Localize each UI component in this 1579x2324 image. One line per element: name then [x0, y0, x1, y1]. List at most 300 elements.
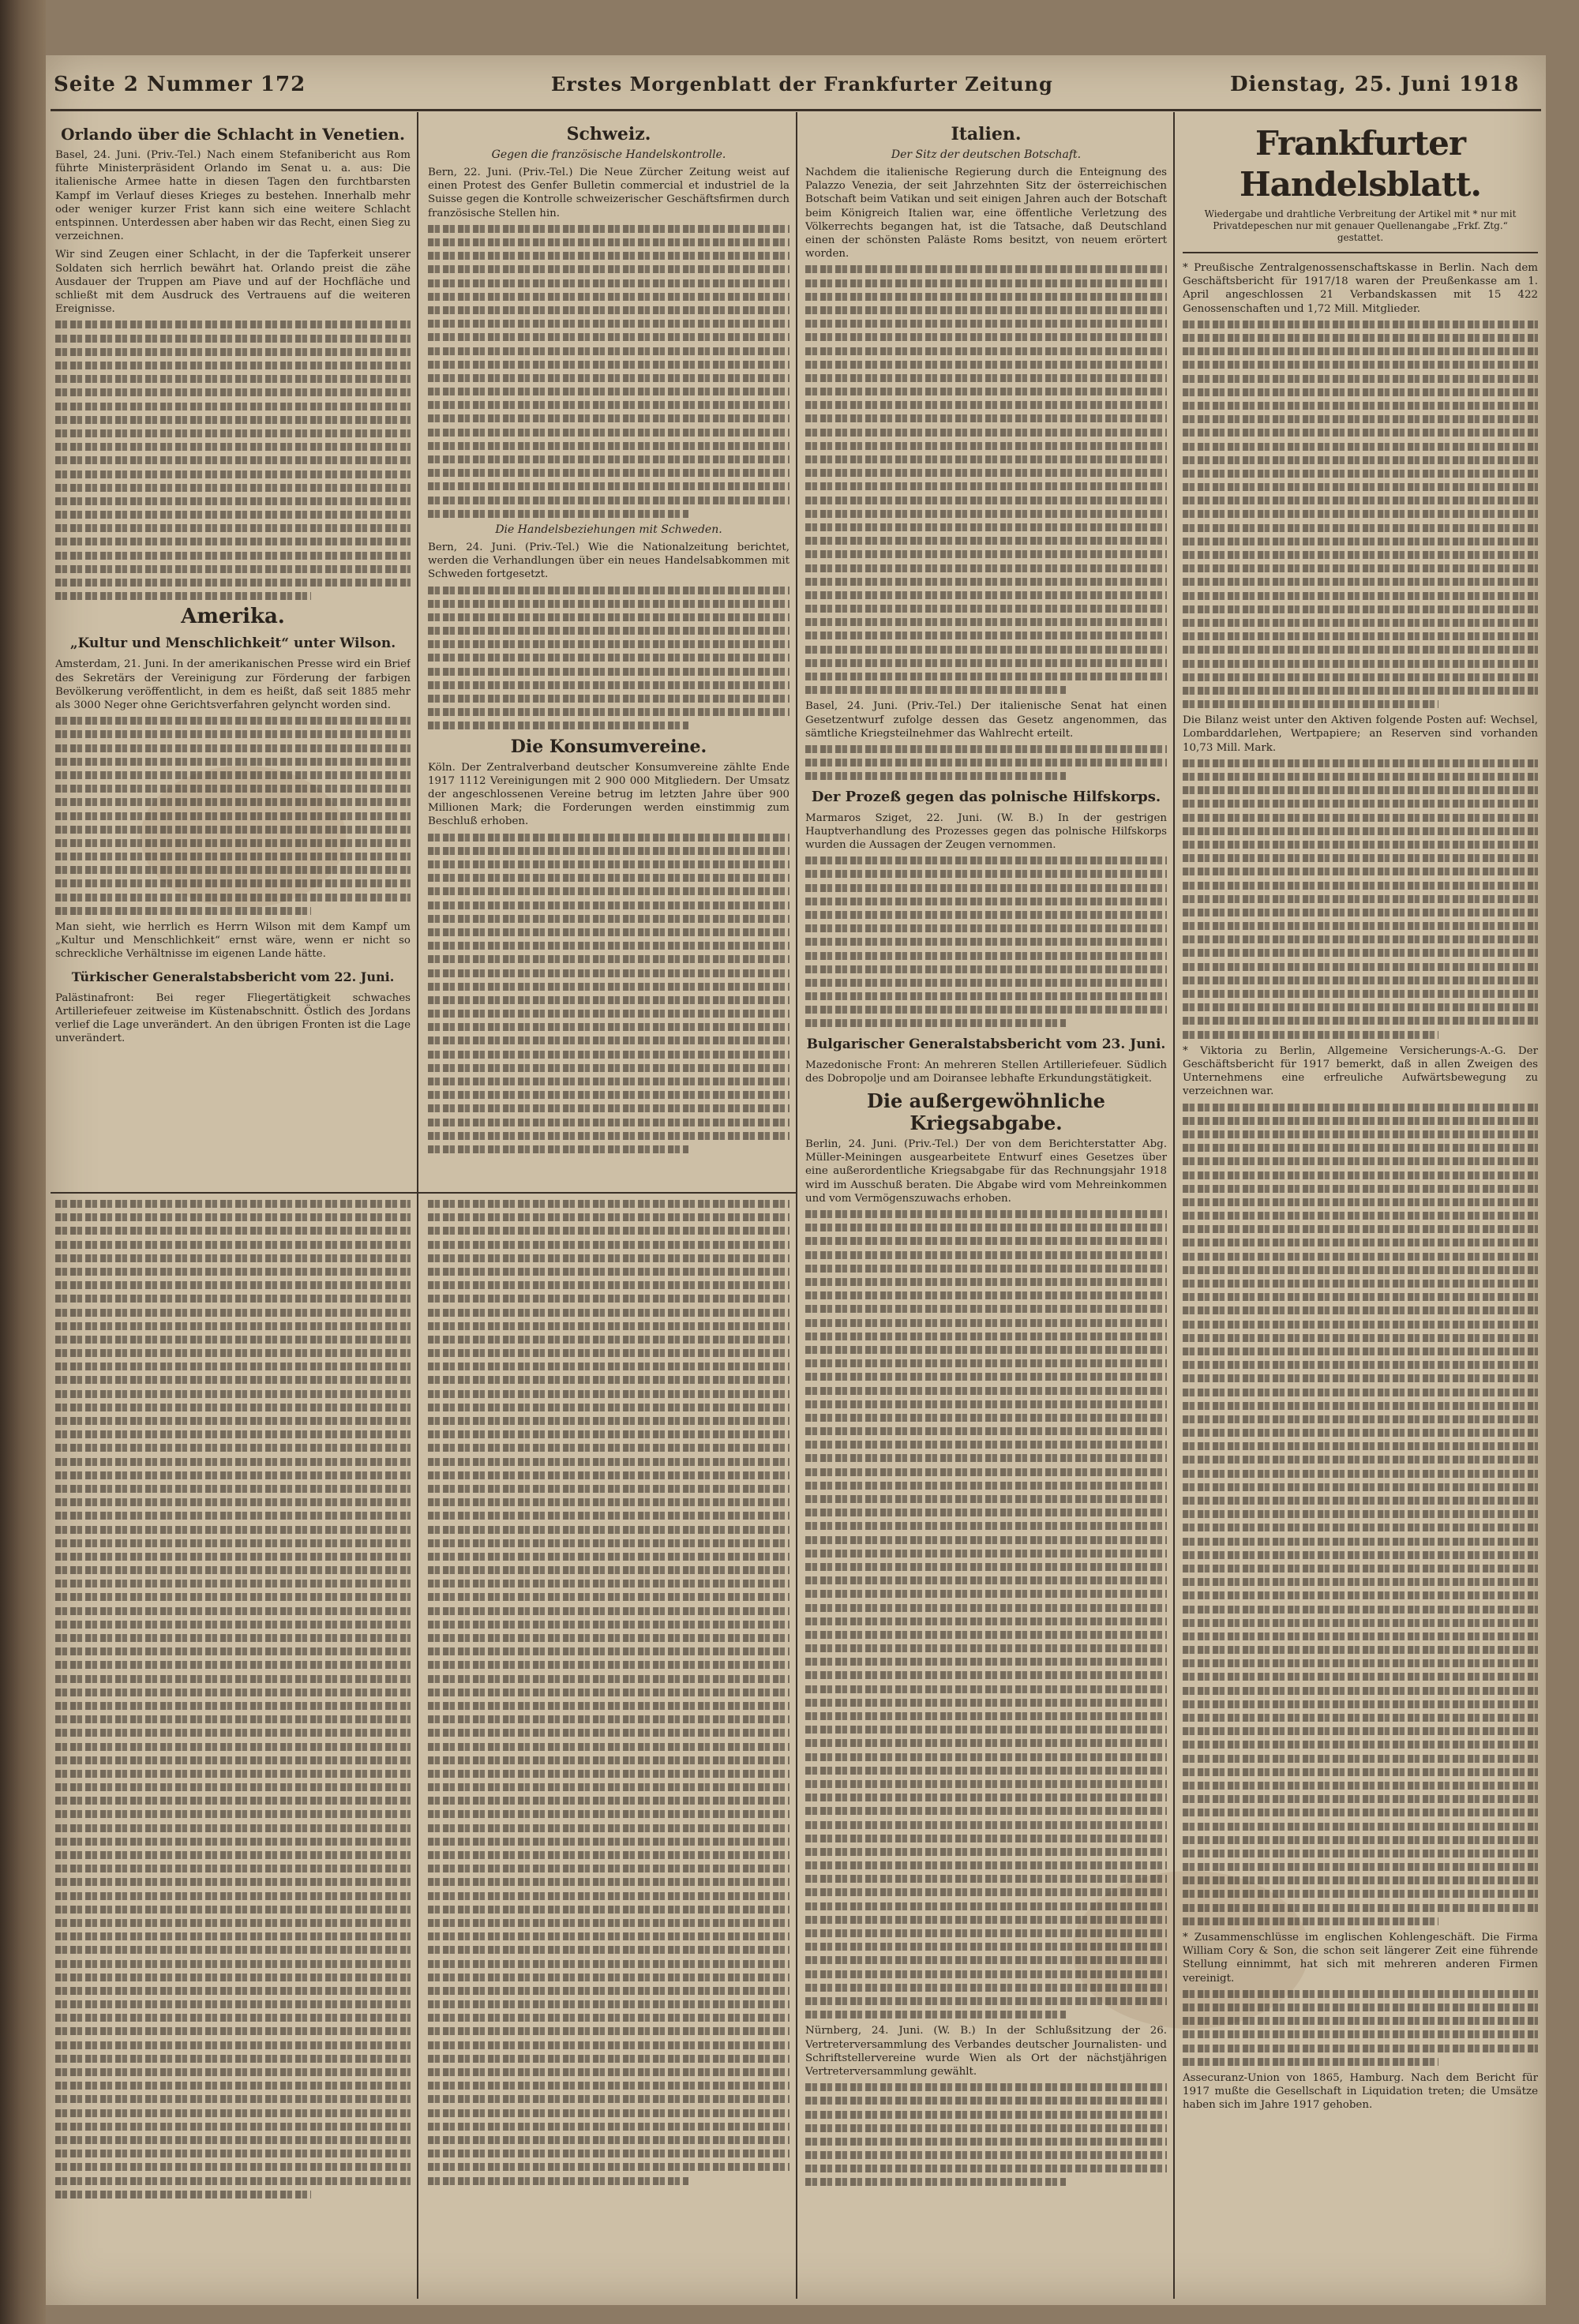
illegible-text-line [805, 884, 1167, 892]
illegible-text-line [55, 1987, 411, 1995]
illegible-text-line [428, 1363, 790, 1370]
feuilleton-column-1 [55, 1200, 411, 2297]
illegible-text-line [55, 335, 411, 343]
illegible-text-line [55, 1268, 411, 1276]
masthead-rule [51, 109, 1541, 111]
article-paragraph: * Viktoria zu Berlin, Allgemeine Versicherungs-A.-G. Der Geschäftsbericht für 1917 bemerkt, daß in allen Zweigen des Unternehmens eine erfreuliche Aufwärtsbewegung zu verzeichnen war. [1183, 1044, 1538, 1098]
illegible-text-line [805, 1956, 1167, 1964]
illegible-text-line [1183, 841, 1538, 849]
illegible-text-line [428, 1132, 790, 1140]
illegible-text-line [428, 1702, 790, 1710]
illegible-text-line [1183, 429, 1538, 437]
article-paragraph: Assecuranz-Union von 1865, Hamburg. Nach dem Bericht für 1917 mußte die Gesellschaft in Liquidation treten; die Umsätze haben sich im Jahre 1917 gehoben. [1183, 2071, 1538, 2112]
illegible-text-line [805, 952, 1167, 960]
illegible-text-line [55, 853, 411, 860]
illegible-text-line [805, 911, 1167, 919]
illegible-text-line [428, 1715, 790, 1723]
illegible-text-line [1183, 443, 1538, 451]
illegible-text-line [1183, 456, 1538, 464]
illegible-text-line [805, 1685, 1167, 1693]
illegible-text-line [428, 1634, 790, 1642]
section-divider [1183, 252, 1538, 253]
illegible-text-line [428, 347, 790, 355]
illegible-text-line [428, 1621, 790, 1629]
illegible-text-line [55, 1783, 411, 1791]
illegible-text-line [805, 772, 1066, 780]
illegible-text-line [428, 293, 790, 301]
illegible-text-line [1183, 1741, 1538, 1749]
illegible-text-line [805, 870, 1167, 878]
illegible-text-line [805, 1522, 1167, 1530]
reprint-note: Wiedergabe und drahtliche Verbreitung der Artikel mit * nur mit Privatdepeschen nur mit genauer Quellenangabe „Frkf. Ztg.“ gestattet. [1204, 208, 1517, 243]
article-paragraph: Mazedonische Front: An mehreren Stellen Artilleriefeuer. Südlich des Dobropolje und am Doiransee lebhafte Erkundungstätigkeit. [805, 1059, 1167, 1085]
illegible-text-line [805, 279, 1167, 287]
illegible-text-line [1183, 2017, 1538, 2025]
illegible-text-line [1183, 759, 1538, 767]
illegible-text-line [428, 1485, 790, 1493]
illegible-text-line [55, 403, 411, 410]
illegible-text-line [805, 361, 1167, 369]
illegible-text-line [428, 2163, 790, 2171]
illegible-text-line [428, 1539, 790, 1547]
illegible-text-line [1183, 402, 1538, 410]
illegible-text-line [1183, 700, 1438, 708]
illegible-text-line [805, 1305, 1167, 1313]
illegible-text-line [805, 2011, 1066, 2019]
illegible-text-line [1183, 1795, 1538, 1803]
illegible-text-line [428, 2177, 688, 2185]
illegible-text-line [55, 1485, 411, 1493]
illegible-text-line [55, 484, 411, 492]
illegible-text-line [1183, 1402, 1538, 1410]
column-rule [796, 112, 797, 2299]
illegible-text-line [1183, 1990, 1538, 1998]
illegible-text-line [428, 2150, 790, 2157]
illegible-text-line [805, 2165, 1167, 2172]
illegible-text-line [55, 1254, 411, 1262]
illegible-text-line [1183, 1253, 1538, 1261]
feuilleton-column-2 [428, 1200, 790, 2297]
illegible-text-line [55, 1974, 411, 1981]
illegible-text-line [55, 362, 411, 369]
illegible-text-line [805, 293, 1167, 301]
illegible-text-line [805, 429, 1167, 437]
column-politics-1 [55, 118, 411, 1188]
illegible-text-line [1183, 375, 1538, 383]
illegible-text-line [55, 1756, 411, 1764]
illegible-text-line [1183, 963, 1538, 971]
illegible-text-line [55, 2109, 411, 2117]
masthead-page-number: Seite 2 Nummer 172 [54, 73, 306, 96]
illegible-text-line [55, 552, 411, 560]
illegible-text-line [805, 1794, 1167, 1801]
article-paragraph: Die Bilanz weist unter den Aktiven folgende Posten auf: Wechsel, Lombarddarlehen, Wertpapiere; an Reserven sind vorhanden 10,73 Mill. Mark. [1183, 714, 1538, 754]
article-paragraph: Bern, 22. Juni. (Priv.-Tel.) Die Neue Zürcher Zeitung weist auf einen Protest des Genfer Bulletin commercial et industriel de la Suisse gegen die Kontrolle schweizerischer Geschäftsfirmen durch französische Stellen hin. [428, 167, 790, 219]
illegible-text-line [805, 1400, 1167, 1408]
illegible-text-line [1183, 1606, 1538, 1614]
illegible-text-line [805, 1644, 1167, 1652]
illegible-text-line [55, 1553, 411, 1561]
illegible-text-line [428, 1770, 790, 1778]
illegible-text-line [428, 1390, 790, 1398]
illegible-text-line [1183, 1293, 1538, 1301]
illegible-text-line [805, 1590, 1167, 1598]
illegible-text-line [428, 252, 790, 260]
illegible-text-line [428, 1987, 790, 1995]
illegible-text-line [428, 361, 790, 369]
illegible-text-line [428, 1878, 790, 1886]
illegible-text-line [1183, 868, 1538, 875]
illegible-text-line [428, 1647, 790, 1655]
illegible-text-line [428, 1566, 790, 1574]
illegible-text-line [428, 1471, 790, 1479]
illegible-text-line [55, 320, 411, 328]
illegible-text-line [428, 2055, 790, 2063]
illegible-text-line [55, 1390, 411, 1398]
illegible-text-line [805, 374, 1167, 382]
illegible-text-line [805, 1019, 1066, 1027]
illegible-text-line [55, 1824, 411, 1832]
illegible-text-line [428, 1797, 790, 1805]
illegible-text-line [55, 348, 411, 356]
illegible-text-line [1183, 1727, 1538, 1735]
illegible-text-line [55, 879, 411, 887]
illegible-text-line [1183, 2030, 1538, 2038]
illegible-text-line [55, 470, 411, 478]
illegible-text-line [1183, 1700, 1538, 1708]
illegible-text-line [1183, 854, 1538, 862]
masthead-newspaper-title: Erstes Morgenblatt der Frankfurter Zeitung [551, 73, 1053, 96]
illegible-text-line [55, 2000, 411, 2008]
illegible-text-line [805, 1373, 1167, 1381]
illegible-text-line [1183, 1510, 1538, 1518]
illegible-text-line [805, 1739, 1167, 1747]
illegible-text-line [55, 2095, 411, 2103]
illegible-text-line [428, 969, 790, 977]
illegible-text-line [805, 924, 1167, 932]
illegible-text-line [428, 654, 790, 662]
illegible-text-line [428, 1281, 790, 1289]
illegible-text-line [428, 1906, 790, 1914]
illegible-text-line [805, 686, 1066, 694]
illegible-text-line [55, 826, 411, 834]
illegible-text-line [428, 1892, 790, 1900]
illegible-text-line [1183, 1017, 1538, 1025]
illegible-text-line [428, 1404, 790, 1411]
illegible-text-line [1183, 1104, 1538, 1111]
illegible-text-line [1183, 551, 1538, 559]
article-subheading: Die Handelsbeziehungen mit Schweden. [495, 523, 722, 536]
illegible-text-line [1183, 2004, 1538, 2011]
illegible-text-line [55, 443, 411, 451]
illegible-text-line [428, 722, 688, 729]
illegible-text-line [55, 1349, 411, 1357]
illegible-text-line [428, 860, 790, 868]
illegible-text-line [428, 1119, 790, 1126]
illegible-text-line [1183, 1117, 1538, 1125]
illegible-text-line [805, 1346, 1167, 1354]
illegible-text-line [55, 839, 411, 847]
illegible-text-line [55, 2041, 411, 2049]
illegible-text-line [805, 938, 1167, 946]
illegible-text-line [428, 613, 790, 621]
illegible-text-line [55, 2191, 311, 2198]
illegible-text-line [428, 2109, 790, 2117]
illegible-text-line [55, 538, 411, 545]
illegible-text-line [805, 1997, 1167, 2005]
illegible-text-line [55, 456, 411, 464]
illegible-text-line [428, 2082, 790, 2090]
illegible-text-line [428, 1960, 790, 1968]
illegible-text-line [805, 745, 1167, 753]
illegible-text-line [805, 1861, 1167, 1869]
illegible-text-line [428, 681, 790, 689]
illegible-text-line [55, 1647, 411, 1655]
illegible-text-line [805, 1888, 1167, 1896]
article-paragraph: Basel, 24. Juni. (Priv.-Tel.) Der italienische Senat hat einen Gesetzentwurf zufolge dessen das Gesetz angenommen, das sämtliche Kriegsteilnehmer das Wahlrecht erteilt. [805, 700, 1167, 740]
illegible-text-line [1183, 1144, 1538, 1152]
article-paragraph: Bern, 24. Juni. (Priv.-Tel.) Wie die Nationalzeitung berichtet, werden die Verhandlungen über ein neues Handelsabkommen mit Schweden fortgesetzt. [428, 541, 790, 581]
illegible-text-line [805, 1468, 1167, 1476]
illegible-text-line [55, 1512, 411, 1520]
illegible-text-line [805, 618, 1167, 626]
illegible-text-line [55, 1621, 411, 1629]
illegible-text-line [428, 1675, 790, 1683]
illegible-text-line [55, 1241, 411, 1249]
illegible-text-line [428, 955, 790, 963]
illegible-text-line [805, 632, 1167, 639]
column-politics-3 [805, 118, 1167, 2297]
illegible-text-line [1183, 605, 1538, 613]
illegible-text-line [428, 1607, 790, 1615]
illegible-text-line [805, 482, 1167, 490]
article-heading: Italien. [951, 124, 1022, 144]
illegible-text-line [805, 523, 1167, 531]
illegible-text-line [428, 1349, 790, 1357]
illegible-text-line [1183, 1185, 1538, 1193]
illegible-text-line [55, 1539, 411, 1547]
illegible-text-line [55, 511, 411, 519]
section-title: Frankfurter Handelsblatt. [1239, 124, 1482, 204]
illegible-text-line [428, 942, 790, 950]
illegible-text-line [805, 1509, 1167, 1516]
illegible-text-line [1183, 1876, 1538, 1884]
illegible-text-line [1183, 1280, 1538, 1288]
illegible-text-line [805, 347, 1167, 355]
illegible-text-line [1183, 578, 1538, 586]
illegible-text-line [55, 2123, 411, 2131]
illegible-text-line [805, 1265, 1167, 1273]
illegible-text-line [1183, 646, 1538, 654]
illegible-text-line [1183, 1470, 1538, 1478]
illegible-text-line [1183, 1538, 1538, 1546]
illegible-text-line [55, 866, 411, 874]
illegible-text-line [428, 1078, 790, 1085]
illegible-text-line [805, 510, 1167, 518]
illegible-text-line [1183, 320, 1538, 328]
illegible-text-line [1183, 814, 1538, 822]
illegible-text-line [428, 374, 790, 382]
illegible-text-line [55, 717, 411, 725]
article-paragraph: * Zusammenschlüsse im englischen Kohlengeschäft. Die Firma William Cory & Son, die schon seit längerer Zeit eine führende Stellung einnimmt, hat sich mit mehreren anderen Firmen vereinigt. [1183, 1932, 1538, 1985]
illegible-text-line [1183, 1755, 1538, 1763]
illegible-text-line [55, 1892, 411, 1900]
illegible-text-line [1183, 483, 1538, 491]
illegible-text-line [805, 2083, 1167, 2091]
illegible-text-line [805, 1658, 1167, 1666]
illegible-text-line [805, 1726, 1167, 1734]
illegible-text-line [1183, 538, 1538, 545]
illegible-text-line [55, 771, 411, 779]
illegible-text-line [55, 1906, 411, 1914]
illegible-text-line [428, 238, 790, 246]
illegible-text-line [805, 1237, 1167, 1245]
illegible-text-line [428, 2068, 790, 2076]
illegible-text-line [428, 333, 790, 341]
article-subheading: Der Sitz der deutschen Botschaft. [891, 148, 1082, 161]
article-heading: Amerika. [181, 605, 285, 629]
illegible-text-line [1183, 1809, 1538, 1816]
illegible-text-line [805, 265, 1167, 273]
illegible-text-line [805, 1441, 1167, 1449]
illegible-text-line [55, 1865, 411, 1872]
illegible-text-line [55, 592, 311, 600]
illegible-text-line [428, 1743, 790, 1751]
illegible-text-line [55, 1363, 411, 1370]
illegible-text-line [55, 907, 311, 915]
illegible-text-line [428, 2136, 790, 2144]
illegible-text-line [55, 1281, 411, 1289]
illegible-text-line [55, 1878, 411, 1886]
illegible-text-line [55, 1227, 411, 1235]
illegible-text-line [805, 2124, 1167, 2132]
illegible-text-line [428, 1104, 790, 1112]
illegible-text-line [428, 320, 790, 328]
illegible-text-line [428, 1254, 790, 1262]
illegible-text-line [55, 1960, 411, 1968]
illegible-text-line [428, 1526, 790, 1534]
illegible-text-line [55, 1376, 411, 1384]
article-paragraph: Nürnberg, 24. Juni. (W. B.) In der Schlußsitzung der 26. Vertreterversammlung des Verbandes deutscher Journalisten- und Schriftstellervereine wurde Wien als Ort der nächstjährigen Vertreterversammlung gewählt. [805, 2025, 1167, 2078]
illegible-text-line [428, 265, 790, 273]
illegible-text-line [55, 1526, 411, 1534]
illegible-text-line [55, 1322, 411, 1330]
illegible-text-line [805, 1916, 1167, 1924]
illegible-text-line [805, 898, 1167, 905]
illegible-text-line [805, 1210, 1167, 1218]
illegible-text-line [428, 1498, 790, 1506]
illegible-text-line [55, 1336, 411, 1344]
illegible-text-line [1183, 1591, 1538, 1599]
illegible-text-line [805, 1333, 1167, 1340]
illegible-text-line [1183, 949, 1538, 957]
illegible-text-line [55, 565, 411, 573]
illegible-text-line [805, 759, 1167, 767]
illegible-text-line [1183, 1348, 1538, 1355]
illegible-text-line [428, 2014, 790, 2022]
illegible-text-line [428, 414, 790, 422]
illegible-text-line [805, 1767, 1167, 1775]
illegible-text-line [428, 1919, 790, 1927]
illegible-text-line [428, 2027, 790, 2035]
illegible-text-line [428, 928, 790, 936]
illegible-text-line [55, 812, 411, 820]
illegible-text-line [1183, 1890, 1538, 1898]
illegible-text-line [1183, 1456, 1538, 1464]
illegible-text-line [1183, 1687, 1538, 1695]
illegible-text-line [428, 847, 790, 855]
illegible-text-line [1183, 1031, 1438, 1039]
illegible-text-line [55, 1810, 411, 1818]
illegible-text-line [428, 1783, 790, 1791]
illegible-text-line [55, 1661, 411, 1669]
book-binding [0, 0, 46, 2324]
illegible-text-line [55, 2068, 411, 2076]
illegible-text-line [428, 1145, 688, 1153]
illegible-text-line [805, 1454, 1167, 1462]
illegible-text-line [805, 1550, 1167, 1557]
illegible-text-line [805, 1414, 1167, 1422]
illegible-text-line [805, 1712, 1167, 1720]
illegible-text-line [1183, 1659, 1538, 1667]
illegible-text-line [1183, 592, 1538, 600]
illegible-text-line [805, 2097, 1167, 2105]
illegible-text-line [805, 455, 1167, 463]
illegible-text-line [55, 2027, 411, 2035]
illegible-text-line [55, 1200, 411, 1208]
illegible-text-line [428, 1810, 790, 1818]
illegible-text-line [55, 1580, 411, 1587]
illegible-text-line [1183, 1442, 1538, 1450]
illegible-text-line [805, 414, 1167, 422]
article-paragraph: Berlin, 24. Juni. (Priv.-Tel.) Der von dem Berichterstatter Abg. Müller-Meiningen ausgearbeitete Entwurf eines Gesetzes über eine außerordentliche Kriegsabgabe für das Rechnungsjahr 1918 wird im Ausschuß beraten. Die Abgabe wird vom Mehreinkommen und vom Vermögenszuwachs erhoben. [805, 1138, 1167, 1205]
illegible-text-line [55, 1702, 411, 1710]
illegible-text-line [1183, 619, 1538, 627]
illegible-text-line [428, 1946, 790, 1954]
illegible-text-line [805, 388, 1167, 395]
illegible-text-line [428, 887, 790, 895]
illegible-text-line [428, 1974, 790, 1981]
illegible-text-line [428, 1729, 790, 1737]
illegible-text-line [428, 1213, 790, 1221]
illegible-text-line [55, 1743, 411, 1751]
illegible-text-line [1183, 564, 1538, 572]
illegible-text-line [805, 1875, 1167, 1883]
illegible-text-line [805, 1753, 1167, 1761]
illegible-text-line [55, 375, 411, 383]
illegible-text-line [1183, 1239, 1538, 1246]
illegible-text-line [428, 1200, 790, 1208]
illegible-text-line [805, 857, 1167, 864]
illegible-text-line [55, 1607, 411, 1615]
illegible-text-line [428, 1593, 790, 1601]
illegible-text-line [1183, 1619, 1538, 1627]
illegible-text-line [805, 591, 1167, 599]
illegible-text-line [428, 1376, 790, 1384]
illegible-text-line [428, 1023, 790, 1031]
illegible-text-line [55, 758, 411, 766]
illegible-text-line [55, 2014, 411, 2022]
article-paragraph: Amsterdam, 21. Juni. In der amerikanischen Presse wird ein Brief des Sekretärs der Vereinigung zur Förderung der farbigen Bevölkerung veröffentlicht, in dem es heißt, daß seit 1885 mehr als 3000 Neger ohne Gerichtsverfahren gelyncht worden sind. [55, 658, 411, 711]
illegible-text-line [1183, 976, 1538, 984]
illegible-text-line [1183, 1361, 1538, 1369]
illegible-text-line [805, 1970, 1167, 1978]
illegible-text-line [805, 1902, 1167, 1910]
illegible-text-line [428, 401, 790, 409]
illegible-text-line [1183, 1306, 1538, 1314]
illegible-text-line [1183, 388, 1538, 396]
illegible-text-line [428, 1227, 790, 1235]
